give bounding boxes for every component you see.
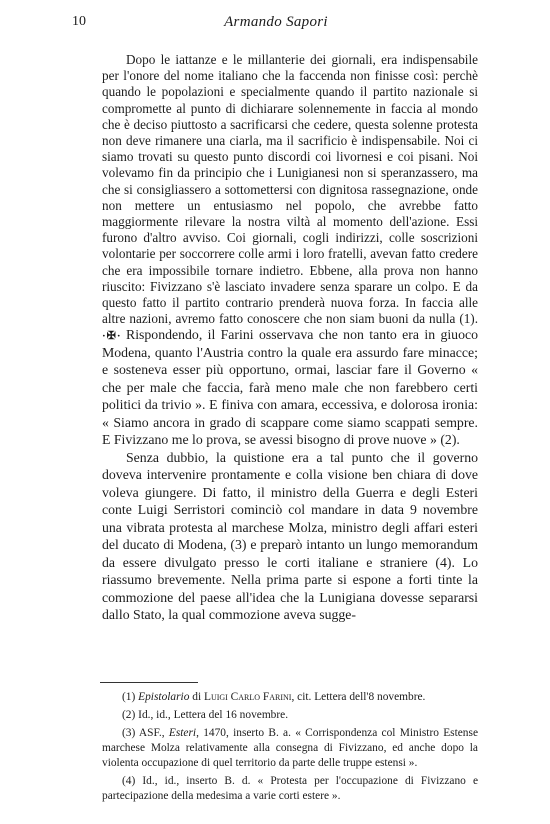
footnote-number: (4) (122, 775, 136, 787)
footnote-1 (102, 690, 478, 705)
page-number: 10 (72, 14, 86, 29)
footnote-title: Epistolario (138, 691, 190, 703)
ornament-icon: ·✠· (102, 330, 122, 343)
footnotes (102, 690, 478, 807)
footnote-text: Id., id., inserto B. d. « Protesta per l'occupazione di Fivizzano e partecipazione della medesima a varie corti estere ». (102, 775, 478, 802)
footnote-text: di (189, 691, 204, 703)
footnote-text: , 1470, inserto B. a. « Corrispondenza col Ministro Estense marchese Molza relativamente alla consegna di Fivizzano, ed anche dopo la violenta occupazione di quel territorio da parte delle truppe estensi ». (102, 727, 478, 769)
footnote-4 (102, 774, 478, 804)
main-text (102, 326, 478, 624)
footnote-number: (2) (122, 709, 136, 721)
page-header (72, 14, 480, 34)
footnote-2 (102, 708, 478, 723)
quoted-letter-block (102, 52, 478, 345)
footnote-number: (3) (122, 727, 136, 739)
running-title: Armando Sapori (224, 14, 328, 30)
footnote-number: (1) (122, 691, 136, 703)
paragraph-farini-reply: Rispondendo, il Farini osservava che non tanto era in giuoco Modena, quanto l'Austria contro la quale era assurdo fare minacce; e sosteneva esser più opportuno, ormai, lasciar fare il Governo « che per male che faccia, farà meno male che non farebbero certi politici da trivio ». E finiva con amara, eccessiva, e dolorosa ironia: « Siamo ancora in grado di scappare come siamo scappati sempre. E Fivizzano me lo prova, se avessi bisogno di prove nuove » (2). (102, 327, 478, 447)
footnote-3 (102, 726, 478, 771)
footnote-author: Luigi Carlo Farini (203, 691, 292, 703)
footnote-text: ASF., (135, 727, 169, 739)
footnote-text: , cit. Lettera dell'8 novembre. (291, 691, 426, 703)
paragraph-serristori-protest: Senza dubbio, la quistione era a tal punto che il governo doveva intervenire prontamente e colla visione ben chiara di dove voleva giungere. Di fatto, il ministro della Guerra e degli Esteri conte Luigi Serristori cominciò col mandare in data 9 novembre una vibrata protesta al marchese Molza, ministro degli affari esteri del ducato di Modena, (3) e preparò intanto un lungo memorandum da essere divulgato presso le corti italiane e straniere (4). Lo riassumo brevemente. Nella prima parte si espone a forti tinte la commozione del paese all'idea che la Lunigiana dovesse separarsi dallo Stato, la qual commozione aveva sugge- (102, 449, 478, 622)
quoted-paragraph (102, 52, 478, 345)
footnote-divider (100, 682, 198, 683)
footnote-title: Esteri (168, 727, 197, 739)
quoted-paragraph-text: Dopo le iattanze e le millanterie dei giornali, era indispensabile per l'onore del nome italiano che la faccenda non finisse così: perchè quando le popolazioni e specialmente quando il partito nazionale si compromette al punto di dichiarare solennemente in faccia al mondo che è deciso piuttosto a sacrificarsi che cedere, questa solenne protesta non deve rimanere una ciarla, ma il sacrificio è indispensabile. Noi ci siamo trovati su questo punto discordi coi livornesi e coi pisani. Noi volevamo fin da principio che i Lunigianesi non si speranzassero, ma che si consigliassero a sottomettersi con dignitosa rassegnazione, onde non mettere un entusiasmo nel popolo, che avrebbe fatto maggiormente rilevare la nostra viltà al momento dell'azione. Essi furono d'altro avviso. Coi giornali, cogli indirizzi, colle soscrizioni volontarie per soccorrere colle armi i loro fratelli, avevan fatto credere che era impossibile tornare indietro. Ebbene, alla prova non hanno riuscito: Fivizzano s'è lasciato invadere senza sparare un colpo. E da questo fatto il partito contrario prenderà nuova forza. In faccia alle altre nazioni, avremo fatto conoscere che non siam buoni da nulla (1). (102, 52, 478, 327)
footnote-text: Id., id., Lettera del 16 novembre. (135, 709, 289, 721)
